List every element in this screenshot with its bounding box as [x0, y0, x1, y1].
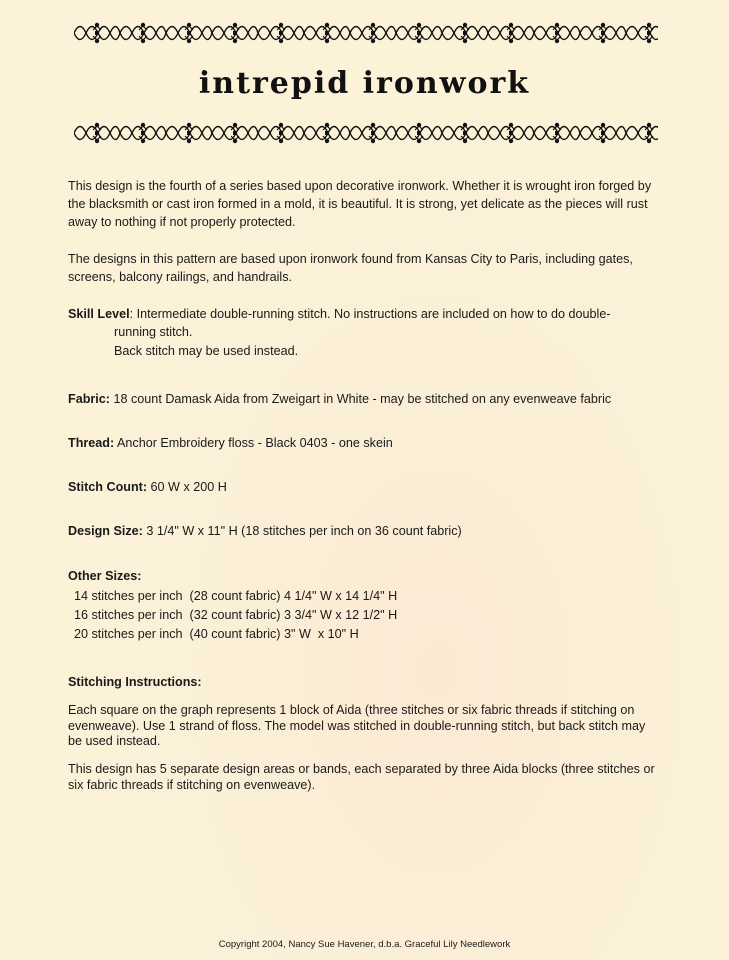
instructions-paragraph-1: Each square on the graph represents 1 block of Aida (three stitches or six fabric threads if stitching on evenweave). Use 1 strand of floss. The model was stitched in double-running stitch, but back stitch may be used instead. [68, 703, 646, 748]
other-sizes-label: Other Sizes: [68, 569, 142, 583]
other-size-item: 16 stitches per inch (32 count fabric) 3 3/4" W x 12 1/2" H [74, 608, 398, 622]
bottom-ornamental-border [74, 118, 658, 148]
intro-paragraph-2: The designs in this pattern are based upon ironwork found from Kansas City to Paris, including gates, screens, balcony railings, and handrails. [68, 252, 633, 284]
skill-level-value: : Intermediate double-running stitch. No instructions are included on how to do double- [129, 307, 611, 321]
fabric-line [68, 390, 658, 408]
skill-level-label: Skill Level [68, 307, 130, 321]
other-sizes-heading [68, 567, 658, 585]
page-title: intrepid ironwork [198, 66, 531, 101]
thread-line [68, 434, 658, 452]
thread-value: Anchor Embroidery floss - Black 0403 - one skein [114, 436, 393, 450]
skill-level-line [68, 305, 658, 323]
design-size-label: Design Size: [68, 524, 143, 538]
top-ornamental-border [74, 18, 658, 48]
skill-level-line-3: Back stitch may be used instead. [114, 344, 299, 358]
instructions-heading [68, 673, 658, 691]
skill-level-line-2: running stitch. [114, 325, 193, 339]
stitch-count-value: 60 W x 200 H [147, 480, 227, 494]
stitch-count-line [68, 478, 658, 496]
fabric-value: 18 count Damask Aida from Zweigart in White - may be stitched on any evenweave fabric [110, 392, 612, 406]
stitch-count-label: Stitch Count: [68, 480, 148, 494]
design-size-line [68, 522, 658, 540]
ironwork-border-graphic [74, 18, 658, 48]
instructions-paragraph-2: This design has 5 separate design areas or bands, each separated by three Aida blocks (three stitches or six fabric threads if stitching on evenweave). [68, 762, 655, 792]
design-size-value: 3 1/4" W x 11" H (18 stitches per inch on 36 count fabric) [142, 524, 462, 538]
ironwork-border-graphic [74, 118, 658, 148]
thread-label: Thread: [68, 436, 115, 450]
fabric-label: Fabric: [68, 392, 110, 406]
intro-paragraph-1: This design is the fourth of a series based upon decorative ironwork. Whether it is wrought iron forged by the blacksmith or cast iron formed in a mold, it is beautiful. It is strong, yet delicate as the pieces will rust away to nothing if not properly protected. [68, 179, 652, 229]
instructions-label: Stitching Instructions: [68, 675, 202, 689]
copyright-notice: Copyright 2004, Nancy Sue Havener, d.b.a. Graceful Lily Needlework [218, 939, 511, 950]
other-size-item: 20 stitches per inch (40 count fabric) 3" W x 10" H [74, 627, 359, 641]
other-size-item: 14 stitches per inch (28 count fabric) 4 1/4" W x 14 1/4" H [74, 589, 398, 603]
